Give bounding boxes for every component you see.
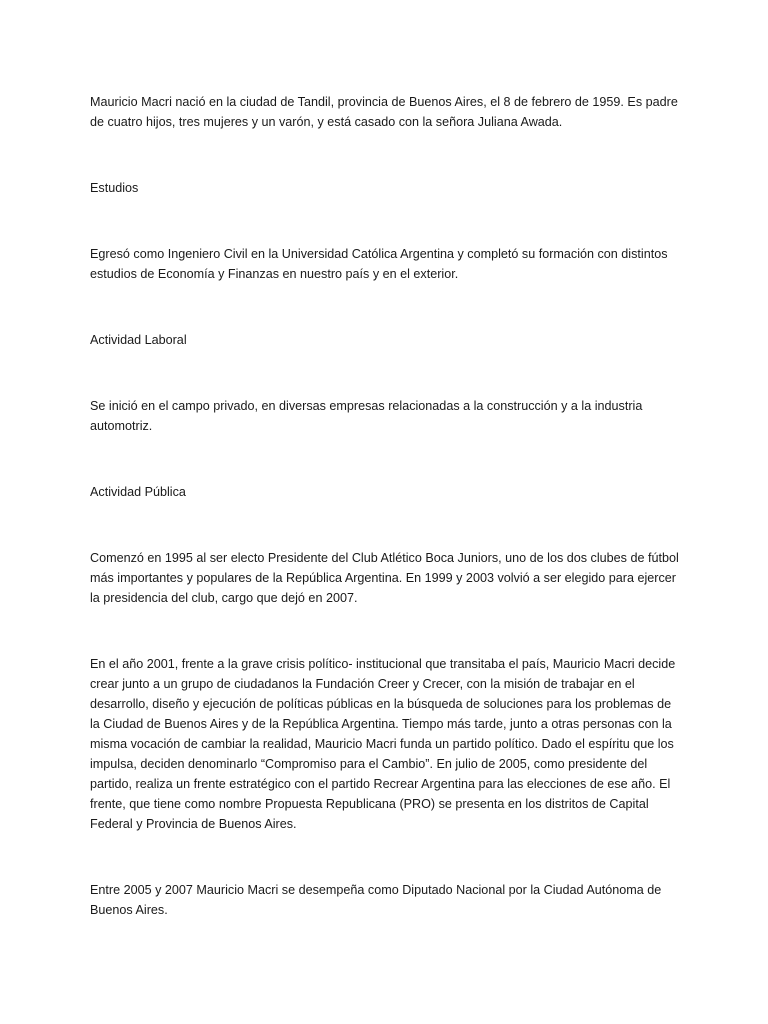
section-heading-actividad-laboral: Actividad Laboral xyxy=(90,333,187,347)
biography-paragraph: Mauricio Macri nació en la ciudad de Tandil, provincia de Buenos Aires, el 8 de febrero de 1959. Es padre de cuatro hijos, tres mujeres y un varón, y está casado con la señora Juliana Awada. xyxy=(90,95,678,129)
actividad-publica-paragraph-3: Entre 2005 y 2007 Mauricio Macri se desempeña como Diputado Nacional por la Ciudad Autónoma de Buenos Aires. xyxy=(90,883,662,917)
estudios-paragraph: Egresó como Ingeniero Civil en la Universidad Católica Argentina y completó su formación con distintos estudios de Economía y Finanzas en nuestro país y en el exterior. xyxy=(90,247,668,281)
section-heading-actividad-publica: Actividad Pública xyxy=(90,485,186,499)
section-heading-estudios: Estudios xyxy=(90,181,139,195)
document-body xyxy=(90,92,680,920)
actividad-laboral-paragraph: Se inició en el campo privado, en diversas empresas relacionadas a la construcción y a la industria automotriz. xyxy=(90,399,643,433)
actividad-publica-paragraph-1: Comenzó en 1995 al ser electo Presidente del Club Atlético Boca Juniors, uno de los dos clubes de fútbol más importantes y populares de la República Argentina. En 1999 y 2003 volvió a ser elegido para ejercer la presidencia del club, cargo que dejó en 2007. xyxy=(90,551,679,605)
actividad-publica-paragraph-2: En el año 2001, frente a la grave crisis político- institucional que transitaba el país, Mauricio Macri decide crear junto a un grupo de ciudadanos la Fundación Creer y Crecer, con la misión de trabajar en el desarrollo, diseño y ejecución de políticas públicas en la búsqueda de soluciones para los problemas de la Ciudad de Buenos Aires y de la República Argentina. Tiempo más tarde, junto a otras personas con la misma vocación de cambiar la realidad, Mauricio Macri funda un partido político. Dado el espíritu que los impulsa, deciden denominarlo “Compromiso para el Cambio”. En julio de 2005, como presidente del partido, realiza un frente estratégico con el partido Recrear Argentina para las elecciones de ese año. El frente, que tiene como nombre Propuesta Republicana (PRO) se presenta en los distritos de Capital Federal y Provincia de Buenos Aires. xyxy=(90,657,676,831)
